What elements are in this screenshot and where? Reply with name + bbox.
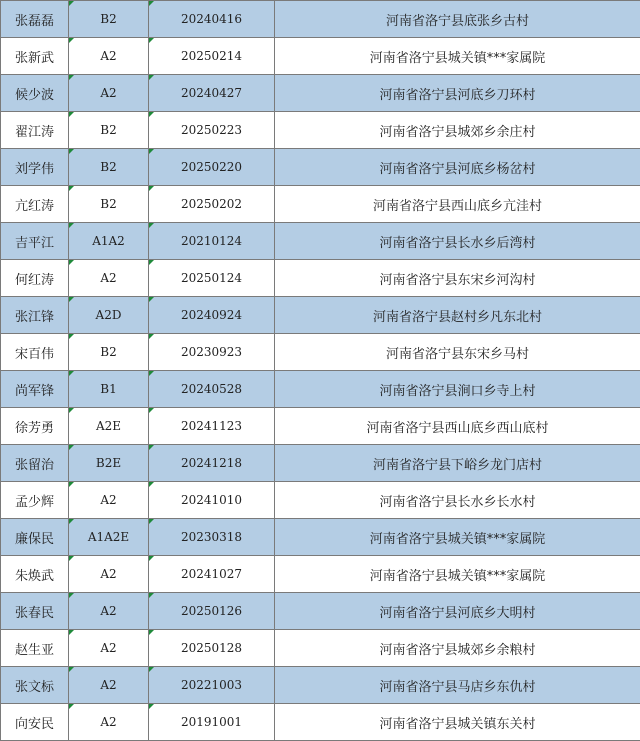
address-cell: 河南省洛宁县西山底乡亢洼村 bbox=[275, 186, 640, 223]
address-cell: 河南省洛宁县底张乡古村 bbox=[275, 1, 640, 38]
date-cell: 20240528 bbox=[149, 371, 275, 408]
date-cell: 20240416 bbox=[149, 1, 275, 38]
name-cell: 张新武 bbox=[1, 38, 69, 75]
date-cell: 20250126 bbox=[149, 593, 275, 630]
address-cell: 河南省洛宁县长水乡后湾村 bbox=[275, 223, 640, 260]
name-cell: 张春民 bbox=[1, 593, 69, 630]
address-cell: 河南省洛宁县东宋乡马村 bbox=[275, 334, 640, 371]
date-cell: 20241010 bbox=[149, 482, 275, 519]
address-cell: 河南省洛宁县涧口乡寺上村 bbox=[275, 371, 640, 408]
address-cell: 河南省洛宁县城关镇***家属院 bbox=[275, 519, 640, 556]
address-cell: 河南省洛宁县东宋乡河沟村 bbox=[275, 260, 640, 297]
license-class-cell: A2 bbox=[69, 593, 149, 630]
date-cell: 20250214 bbox=[149, 38, 275, 75]
name-cell: 张留治 bbox=[1, 445, 69, 482]
address-cell: 河南省洛宁县城郊乡余粮村 bbox=[275, 630, 640, 667]
table-row bbox=[1, 223, 640, 260]
license-class-cell: B1 bbox=[69, 371, 149, 408]
table-row bbox=[1, 667, 640, 704]
table-row bbox=[1, 149, 640, 186]
date-cell: 20221003 bbox=[149, 667, 275, 704]
table-row bbox=[1, 260, 640, 297]
address-cell: 河南省洛宁县城关镇***家属院 bbox=[275, 38, 640, 75]
address-cell: 河南省洛宁县马店乡东仇村 bbox=[275, 667, 640, 704]
table-row bbox=[1, 593, 640, 630]
address-cell: 河南省洛宁县城关镇东关村 bbox=[275, 704, 640, 741]
name-cell: 张文标 bbox=[1, 667, 69, 704]
name-cell: 赵生亚 bbox=[1, 630, 69, 667]
license-class-cell: B2 bbox=[69, 186, 149, 223]
date-cell: 20241218 bbox=[149, 445, 275, 482]
date-cell: 20210124 bbox=[149, 223, 275, 260]
address-cell: 河南省洛宁县河底乡刀环村 bbox=[275, 75, 640, 112]
name-cell: 宋百伟 bbox=[1, 334, 69, 371]
name-cell: 亢红涛 bbox=[1, 186, 69, 223]
address-cell: 河南省洛宁县城关镇***家属院 bbox=[275, 556, 640, 593]
date-cell: 20250202 bbox=[149, 186, 275, 223]
name-cell: 翟江涛 bbox=[1, 112, 69, 149]
address-cell: 河南省洛宁县长水乡长水村 bbox=[275, 482, 640, 519]
table-row bbox=[1, 75, 640, 112]
table-row bbox=[1, 38, 640, 75]
table-row bbox=[1, 482, 640, 519]
table-row bbox=[1, 297, 640, 334]
license-class-cell: A2 bbox=[69, 556, 149, 593]
name-cell: 张磊磊 bbox=[1, 1, 69, 38]
date-cell: 20230923 bbox=[149, 334, 275, 371]
license-class-cell: B2 bbox=[69, 334, 149, 371]
name-cell: 孟少辉 bbox=[1, 482, 69, 519]
table-row bbox=[1, 186, 640, 223]
table-row bbox=[1, 334, 640, 371]
license-class-cell: A2 bbox=[69, 482, 149, 519]
license-class-cell: B2 bbox=[69, 149, 149, 186]
license-class-cell: A2 bbox=[69, 38, 149, 75]
date-cell: 20241027 bbox=[149, 556, 275, 593]
license-class-cell: A1A2E bbox=[69, 519, 149, 556]
license-class-cell: A2 bbox=[69, 704, 149, 741]
name-cell: 张江锋 bbox=[1, 297, 69, 334]
table-row bbox=[1, 556, 640, 593]
name-cell: 尚军锋 bbox=[1, 371, 69, 408]
date-cell: 20250220 bbox=[149, 149, 275, 186]
records-table-body bbox=[1, 1, 640, 741]
address-cell: 河南省洛宁县下峪乡龙门店村 bbox=[275, 445, 640, 482]
table-row bbox=[1, 630, 640, 667]
address-cell: 河南省洛宁县河底乡杨岔村 bbox=[275, 149, 640, 186]
license-class-cell: A2 bbox=[69, 260, 149, 297]
table-row bbox=[1, 408, 640, 445]
table-row bbox=[1, 704, 640, 741]
license-class-cell: A2 bbox=[69, 630, 149, 667]
date-cell: 20230318 bbox=[149, 519, 275, 556]
license-class-cell: B2 bbox=[69, 112, 149, 149]
license-class-cell: A2D bbox=[69, 297, 149, 334]
name-cell: 徐芳勇 bbox=[1, 408, 69, 445]
date-cell: 20250124 bbox=[149, 260, 275, 297]
name-cell: 朱焕武 bbox=[1, 556, 69, 593]
address-cell: 河南省洛宁县赵村乡凡东北村 bbox=[275, 297, 640, 334]
date-cell: 20240924 bbox=[149, 297, 275, 334]
license-class-cell: A1A2 bbox=[69, 223, 149, 260]
date-cell: 20250223 bbox=[149, 112, 275, 149]
name-cell: 廉保民 bbox=[1, 519, 69, 556]
table-row bbox=[1, 371, 640, 408]
date-cell: 20250128 bbox=[149, 630, 275, 667]
address-cell: 河南省洛宁县西山底乡西山底村 bbox=[275, 408, 640, 445]
address-cell: 河南省洛宁县河底乡大明村 bbox=[275, 593, 640, 630]
name-cell: 何红涛 bbox=[1, 260, 69, 297]
table-row bbox=[1, 445, 640, 482]
date-cell: 20241123 bbox=[149, 408, 275, 445]
name-cell: 候少波 bbox=[1, 75, 69, 112]
date-cell: 20240427 bbox=[149, 75, 275, 112]
date-cell: 20191001 bbox=[149, 704, 275, 741]
table-row bbox=[1, 112, 640, 149]
address-cell: 河南省洛宁县城郊乡余庄村 bbox=[275, 112, 640, 149]
name-cell: 吉平江 bbox=[1, 223, 69, 260]
license-class-cell: A2E bbox=[69, 408, 149, 445]
name-cell: 刘学伟 bbox=[1, 149, 69, 186]
license-class-cell: B2E bbox=[69, 445, 149, 482]
table-row bbox=[1, 1, 640, 38]
license-class-cell: B2 bbox=[69, 1, 149, 38]
name-cell: 向安民 bbox=[1, 704, 69, 741]
table-row bbox=[1, 519, 640, 556]
license-class-cell: A2 bbox=[69, 75, 149, 112]
license-class-cell: A2 bbox=[69, 667, 149, 704]
